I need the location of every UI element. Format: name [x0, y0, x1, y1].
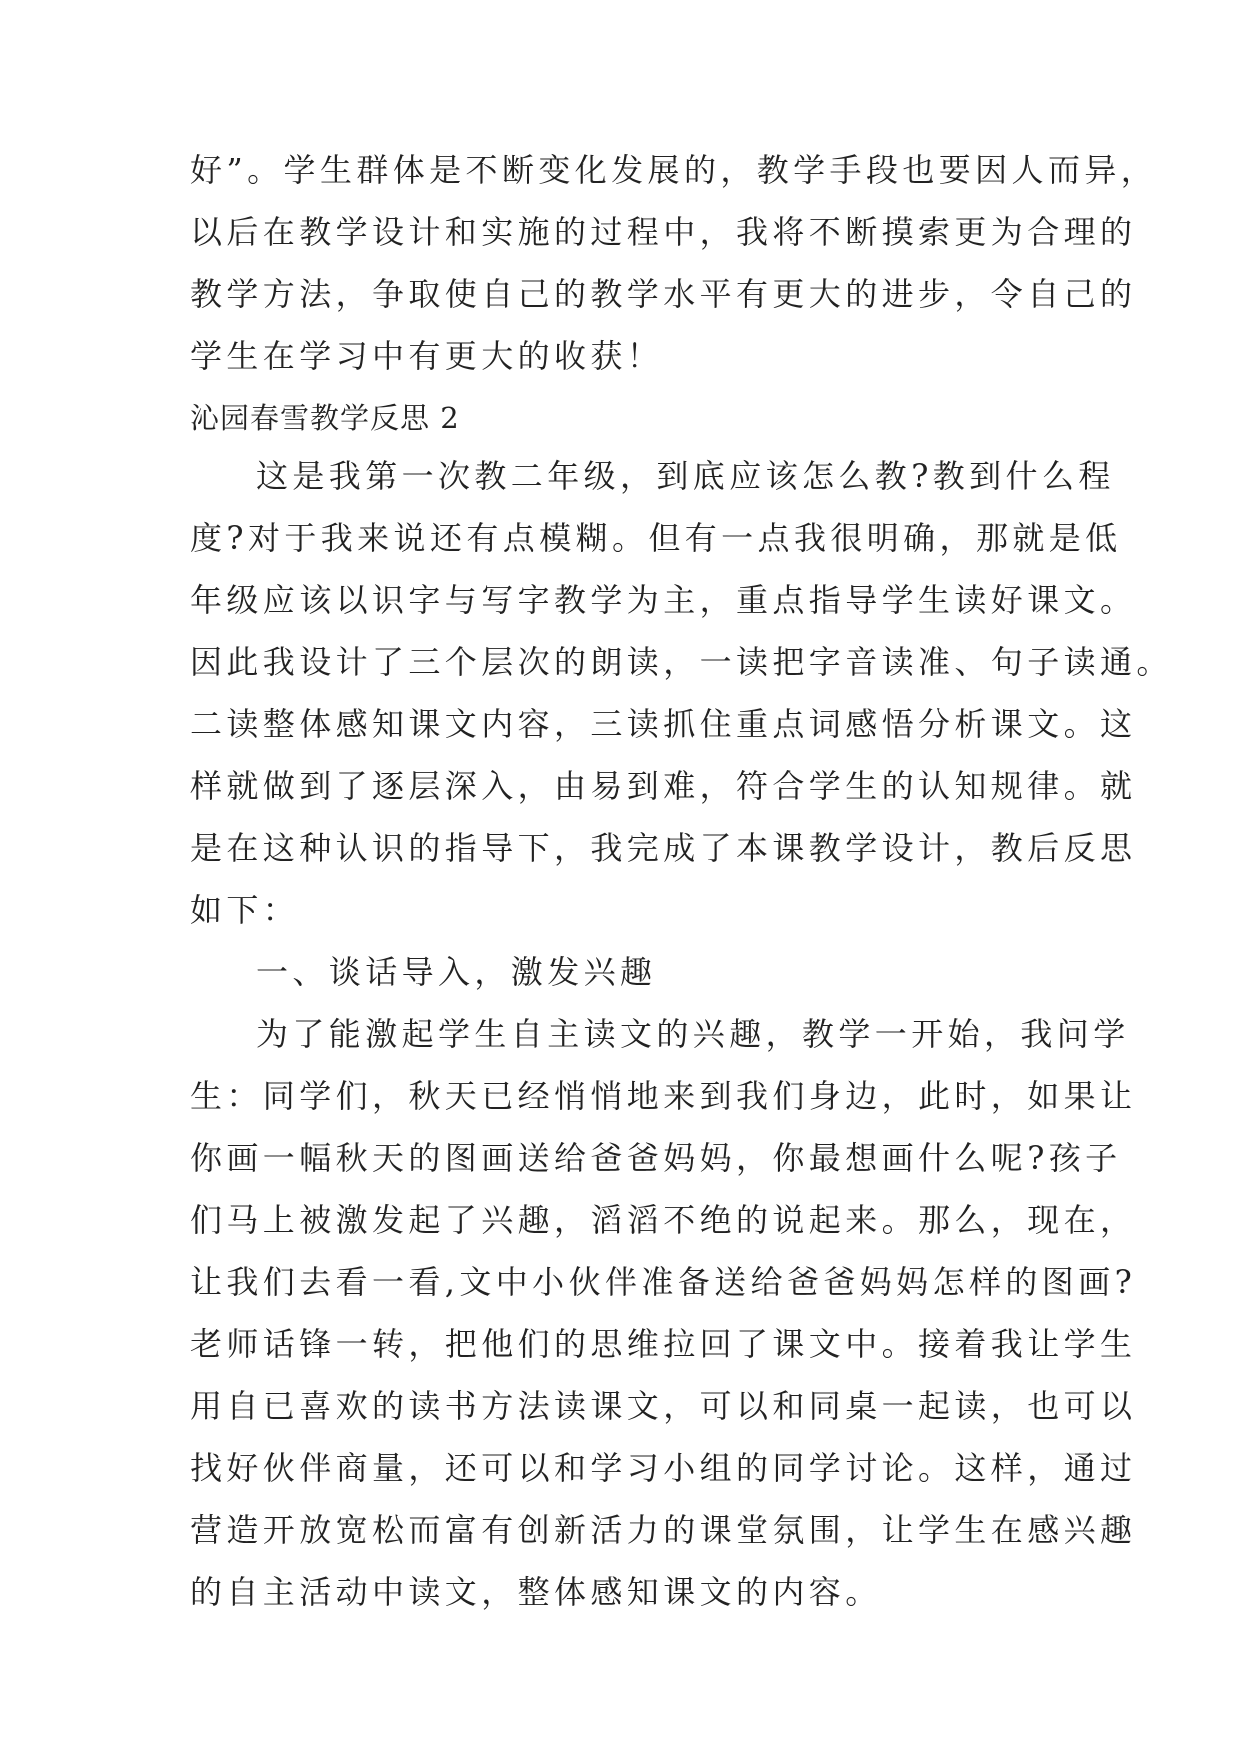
text-line: 老师话锋一转，把他们的思维拉回了课文中。接着我让学生: [190, 1325, 1137, 1363]
text-line: 是在这种认识的指导下，我完成了本课教学设计，教后反思: [190, 829, 1137, 867]
text-line: 生：同学们，秋天已经悄悄地来到我们身边，此时，如果让: [190, 1077, 1137, 1115]
subsection-heading: 一、谈话导入，激发兴趣: [256, 953, 657, 991]
text-line: 营造开放宽松而富有创新活力的课堂氛围，让学生在感兴趣: [190, 1511, 1137, 1549]
text-line: 用自已喜欢的读书方法读课文，可以和同桌一起读，也可以: [190, 1387, 1137, 1425]
paragraph-first-line: 这是我第一次教二年级，到底应该怎么教?教到什么程: [256, 457, 1115, 495]
text-line: 因此我设计了三个层次的朗读，一读把字音读准、句子读通。: [190, 643, 1173, 681]
text-line: 让我们去看一看,文中小伙伴准备送给爸爸妈妈怎样的图画?: [190, 1263, 1137, 1301]
text-line: 你画一幅秋天的图画送给爸爸妈妈，你最想画什么呢?孩子: [190, 1139, 1122, 1177]
text-line: 教学方法，争取使自己的教学水平有更大的进步，令自己的: [190, 275, 1137, 313]
text-line: 二读整体感知课文内容，三读抓住重点词感悟分析课文。这: [190, 705, 1137, 743]
text-line: 的自主活动中读文，整体感知课文的内容。: [190, 1573, 882, 1611]
text-line: 如下：: [190, 891, 300, 929]
text-line: 以后在教学设计和实施的过程中，我将不断摸索更为合理的: [190, 213, 1137, 251]
text-line: 年级应该以识字与写字教学为主，重点指导学生读好课文。: [190, 581, 1137, 619]
text-line: 好”。学生群体是不断变化发展的，教学手段也要因人而异，: [190, 151, 1158, 189]
text-line: 样就做到了逐层深入，由易到难，符合学生的认知规律。就: [190, 767, 1137, 805]
section-heading: 沁园春雪教学反思 2: [190, 401, 460, 435]
text-line: 找好伙伴商量，还可以和学习小组的同学讨论。这样，通过: [190, 1449, 1137, 1487]
text-line: 学生在学习中有更大的收获！: [190, 337, 664, 375]
paragraph-first-line: 为了能激起学生自主读文的兴趣，教学一开始，我问学: [256, 1015, 1130, 1053]
text-line: 们马上被激发起了兴趣，滔滔不绝的说起来。那么，现在，: [190, 1201, 1137, 1239]
text-line: 度?对于我来说还有点模糊。但有一点我很明确，那就是低: [190, 519, 1122, 557]
